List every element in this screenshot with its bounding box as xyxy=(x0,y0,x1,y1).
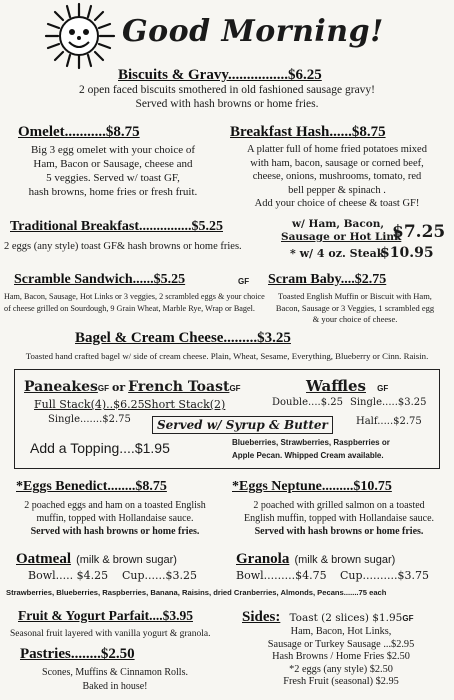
pastries-line-2: Baked in house! xyxy=(82,681,148,692)
french-toast-title: French Toast xyxy=(128,379,230,395)
neptune-desc xyxy=(226,499,452,538)
traditional-opt1-price: $7.25 xyxy=(392,222,446,242)
pancakes-header xyxy=(24,376,241,395)
hash-title: Breakfast Hash......$8.75 xyxy=(230,124,386,140)
scramble-title: Scramble Sandwich......$5.25 xyxy=(14,272,186,287)
biscuits-title: Biscuits & Gravy................$6.25 xyxy=(118,67,322,83)
scramble-line: Ham, Bacon, Sausage, Hot Links or 3 veggies, 2 scrambled eggs & your choice xyxy=(4,292,265,301)
scram-line: Bacon, Sausage or 3 Veggies, 1 scrambled egg xyxy=(275,302,435,313)
scram-title: Scram Baby....$2.75 xyxy=(268,272,387,287)
sides-meats-2: Sausage or Turkey Sausage ...$2.95 xyxy=(267,638,415,650)
bagel-title: Bagel & Cream Cheese.........$3.25 xyxy=(75,330,291,346)
scram-desc xyxy=(258,291,452,326)
syrup-note: Served w/ Syrup & Butter xyxy=(152,416,333,434)
traditional-opt2-price: $10.95 xyxy=(380,245,434,261)
hash-line: bell pepper & spinach . xyxy=(288,184,386,196)
full-stack: Full Stack(4)..$6.25 xyxy=(34,398,145,411)
hash-line: with ham, bacon, sausage or corned beef, xyxy=(250,157,424,169)
waffle-single: Single.....$3.25 xyxy=(350,397,427,408)
waffle-double: Double....$.25 xyxy=(272,397,343,408)
granola-sub: (milk & brown sugar) xyxy=(294,554,396,566)
scramble-line: of cheese grilled on Sourdough, 9 Grain Wheat, Marble Rye, Wrap or Bagel. xyxy=(4,304,255,313)
benedict-desc xyxy=(2,499,228,538)
oatmeal-title: Oatmeal xyxy=(16,551,71,567)
hash-desc xyxy=(224,143,450,211)
toppings-line-2: Apple Pecan. Whipped Cream available. xyxy=(232,451,384,460)
short-stack: Short Stack(2) xyxy=(144,398,226,411)
parfait-desc: Seasonal fruit layered with vanilla yogurt & granola. xyxy=(10,629,211,639)
benedict-line: muffin, topped with Hollandaise sauce. xyxy=(36,513,194,524)
parfait-title: Fruit & Yogurt Parfait....$3.95 xyxy=(18,608,193,623)
sides-hash: Hash Browns / Home Fries $2.50 xyxy=(272,651,410,662)
scramble-gf: GF xyxy=(238,277,250,286)
hash-line: cheese, onions, mushrooms, tomato, red xyxy=(252,171,422,182)
biscuits-desc-2: Served with hash browns or home fries. xyxy=(135,98,319,110)
biscuits-desc-1: 2 open faced biscuits smothered in old fashioned sausage gravy! xyxy=(78,84,376,96)
pastries-title: Pastries........$2.50 xyxy=(20,646,135,662)
traditional-opt2: * w/ 4 oz. Steak xyxy=(290,247,385,260)
traditional-desc: 2 eggs (any style) toast GF& hash browns or home fries. xyxy=(4,241,242,252)
omelet-line: Ham, Bacon or Sausage, cheese and xyxy=(33,158,193,170)
traditional-title: Traditional Breakfast...............$5.25 xyxy=(10,219,223,234)
granola-header xyxy=(236,548,395,568)
pancake-single: Single.......$2.75 xyxy=(48,414,131,425)
french-toast-gf: GF xyxy=(229,384,241,393)
granola-bowl: Bowl.........$4.75 xyxy=(236,569,327,582)
pancakes-gf: GF xyxy=(97,384,109,393)
waffles-title: Waffles xyxy=(306,377,366,395)
smiling-sun-icon xyxy=(38,2,120,70)
sides-fruit: Fresh Fruit (seasonal) $2.95 xyxy=(283,676,399,687)
benedict-served: Served with hash browns or home fries. xyxy=(30,526,200,537)
omelet-desc xyxy=(8,143,218,199)
granola-title: Granola xyxy=(236,551,290,567)
hash-line: Add your choice of cheese & toast GF! xyxy=(254,198,420,209)
pastries-line-1: Scones, Muffins & Cinnamon Rolls. xyxy=(42,667,188,678)
page-title: Good Morning! xyxy=(122,14,384,49)
sides-list xyxy=(228,626,454,689)
neptune-served: Served with hash browns or home fries. xyxy=(254,526,424,537)
omelet-line: Big 3 egg omelet with your choice of xyxy=(30,144,196,156)
omelet-title: Omelet...........$8.75 xyxy=(18,124,140,140)
omelet-line: 5 veggies. Served w/ toast GF, xyxy=(46,172,180,184)
scramble-desc xyxy=(4,291,265,315)
omelet-line: hash browns, home fries or fresh fruit. xyxy=(28,186,198,198)
scram-line: & your choice of cheese. xyxy=(312,314,398,324)
toppings-line-1: Blueberries, Strawberries, Raspberries or xyxy=(232,438,390,447)
neptune-line: 2 poached with grilled salmon on a toasted xyxy=(253,500,425,511)
add-topping: Add a Topping....$1.95 xyxy=(30,440,170,456)
sides-meats-1: Ham, Bacon, Hot Links, xyxy=(290,626,392,637)
sides-title: Sides: xyxy=(242,609,281,625)
waffles-header xyxy=(306,376,388,395)
traditional-opt1b: Sausage or Hot Link xyxy=(281,231,402,243)
traditional-opt1a: w/ Ham, Bacon, xyxy=(292,218,385,230)
benedict-title: *Eggs Benedict........$8.75 xyxy=(16,479,167,494)
hash-line: A platter full of home fried potatoes mixed xyxy=(247,144,427,155)
oatmeal-cup: Cup......$3.25 xyxy=(122,569,198,582)
waffle-half: Half.....$2.75 xyxy=(356,416,422,427)
sides-header xyxy=(242,606,413,626)
neptune-title: *Eggs Neptune.........$10.75 xyxy=(232,479,392,494)
neptune-line: English muffin, topped with Hollandaise sauce. xyxy=(243,513,435,524)
granola-cup: Cup..........$3.75 xyxy=(340,569,429,582)
benedict-line: 2 poached eggs and ham on a toasted English xyxy=(24,500,206,511)
oatmeal-bowl: Bowl..... $4.25 xyxy=(28,569,109,582)
cereal-toppings: Strawberries, Blueberries, Raspberries, Banana, Raisins, dried Cranberries, Almonds, Pecans.......75 each xyxy=(6,588,387,597)
oatmeal-sub: (milk & brown sugar) xyxy=(76,554,177,566)
sides-toast: Toast (2 slices) $1.95 xyxy=(289,612,403,624)
waffles-gf: GF xyxy=(377,384,389,393)
pancakes-title: Paneakes xyxy=(24,379,98,395)
sides-eggs: *2 eggs (any style) $2.50 xyxy=(289,663,393,675)
oatmeal-header xyxy=(16,548,177,568)
scram-line: Toasted English Muffin or Biscuit with Ham, xyxy=(278,291,432,301)
bagel-desc: Toasted hand crafted bagel w/ side of cream cheese. Plain, Wheat, Sesame, Everything, Blueberry or Cinn. Raisin. xyxy=(25,351,429,361)
sides-gf: GF xyxy=(402,614,414,623)
pancakes-or: or xyxy=(111,381,126,394)
